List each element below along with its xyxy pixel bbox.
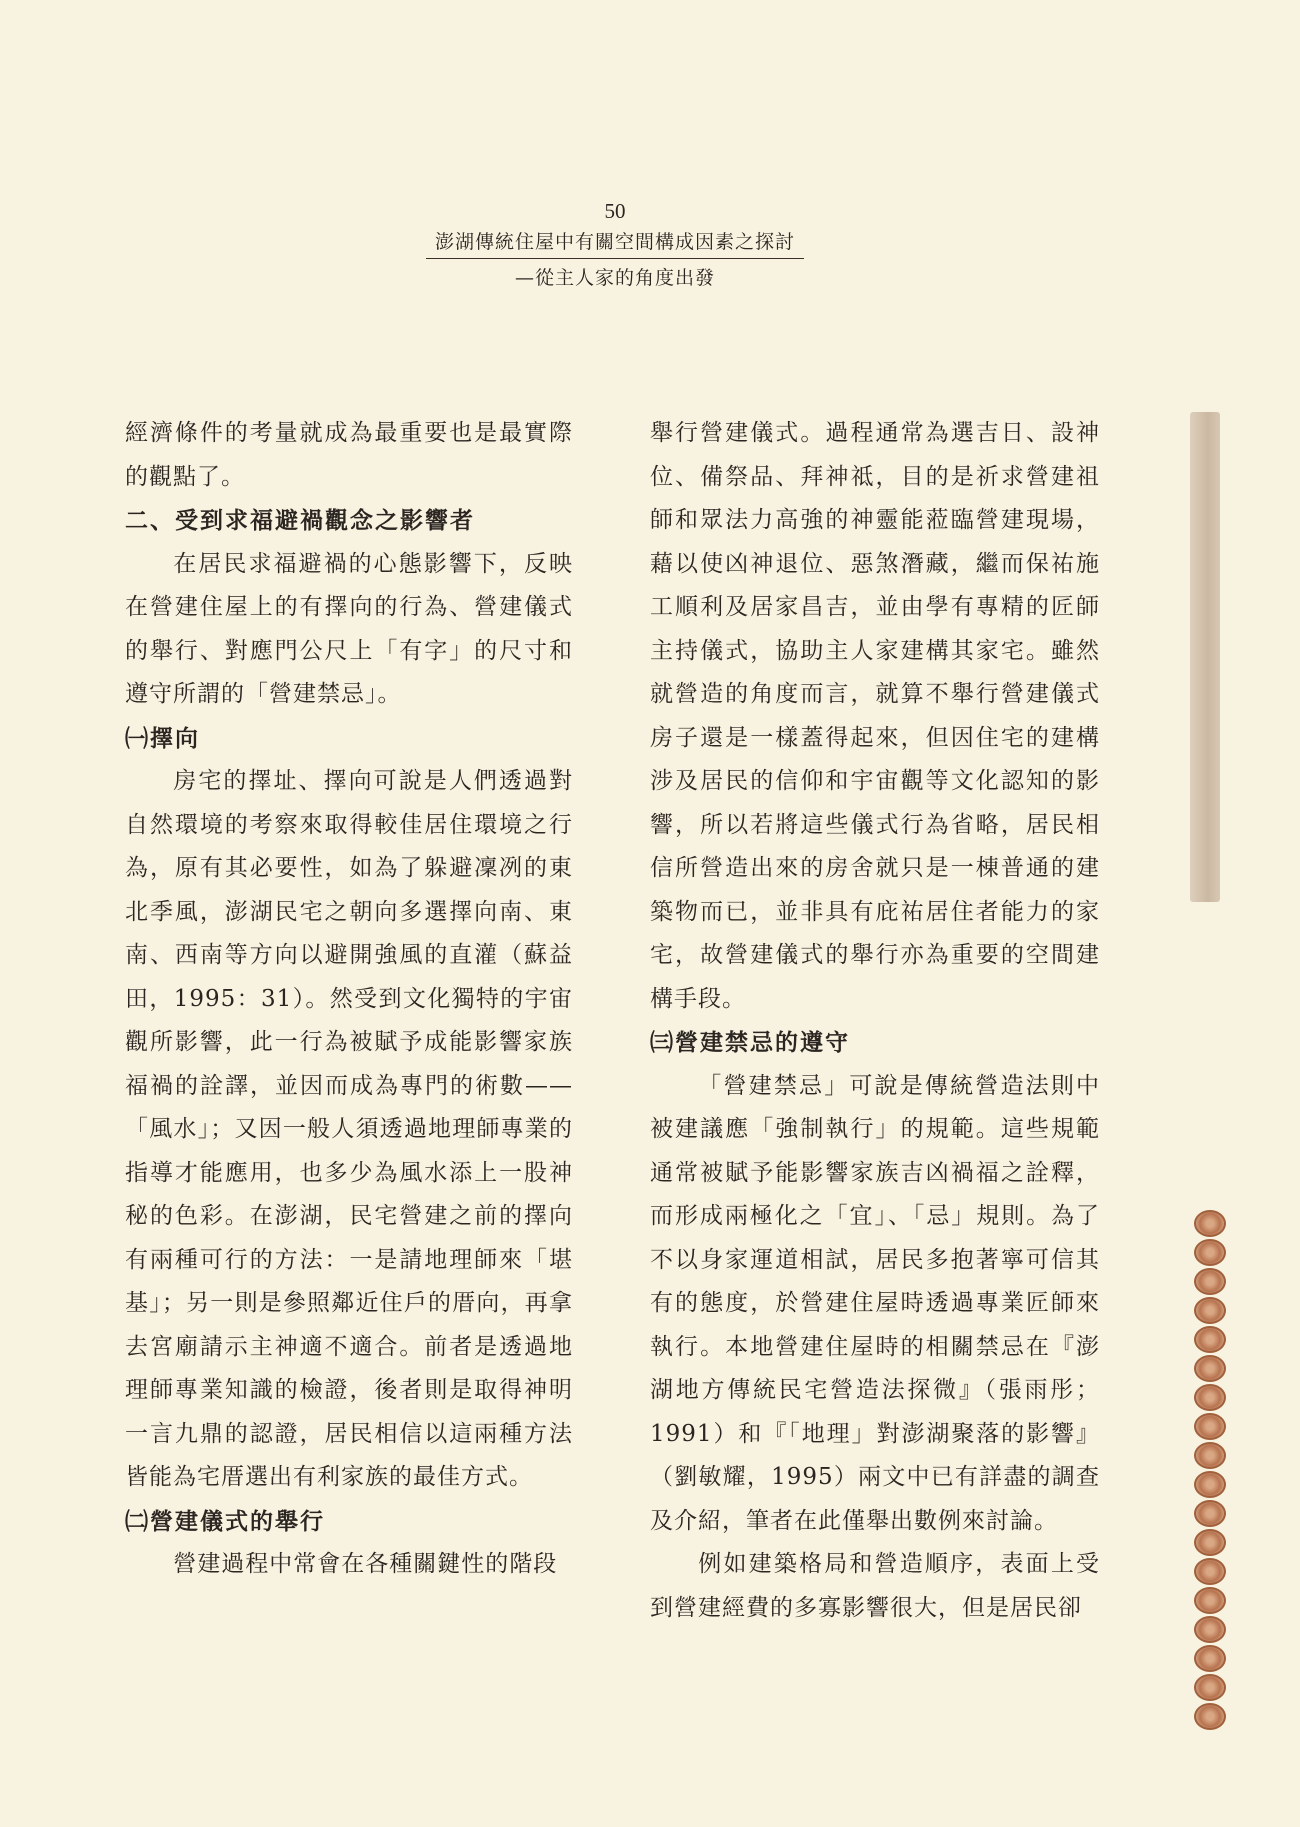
page-number: 50 <box>604 199 626 223</box>
page-edge-tab <box>1190 412 1220 902</box>
running-title: 澎湖傳統住屋中有關空間構成因素之探討 <box>434 231 795 253</box>
section-heading: ㈢營建禁忌的遵守 <box>650 1029 850 1056</box>
seal-ornament <box>1194 1558 1226 1585</box>
seal-ornament <box>1194 1297 1226 1324</box>
body-paragraph: 房宅的擇址、擇向可說是人們透過對自然環境的考察來取得較佳居住環境之行為，原有其必要性，如為了躲避凜冽的東北季風，澎湖民宅之朝向多選擇向南、東南、西南等方向以避開強風的直灌（蘇益田，1995：31）。然受到文化獨特的宇宙觀所影響，此一行為被賦予成能影響家族福禍的詮譯，並因而成為專門的術數——「風水」；又因一般人須透過地理師專業的指導才能應用，也多少為風水添上一股神秘的色彩。在澎湖，民宅營建之前的擇向有兩種可行的方法：一是請地理師來「堪基」；另一則是參照鄰近住戶的厝向，再拿去宮廟請示主神適不適合。前者是透過地理師專業知識的檢證，後者則是取得神明一言九鼎的認證，居民相信以這兩種方法皆能為宅厝選出有利家族的最佳方式。 <box>125 768 573 1490</box>
seal-ornament <box>1194 1703 1226 1730</box>
right-column <box>650 412 1100 1630</box>
seal-ornament <box>1194 1384 1226 1411</box>
body-paragraph: 「營建禁忌」可說是傳統營造法則中被建議應「強制執行」的規範。這些規範通常被賦予能影響家族吉凶禍福之詮釋，而形成兩極化之「宜」、「忌」規則。為了不以身家運道相試，居民多抱著寧可信其有的態度，於營建住屋時透過專業匠師來執行。本地營建住屋時的相關禁忌在『澎湖地方傳統民宅營造法探微』（張雨彤；1991）和『「地理」對澎湖聚落的影響』（劉敏耀，1995）兩文中已有詳盡的調查及介紹，筆者在此僅舉出數例來討論。 <box>650 1072 1100 1534</box>
seal-ornament <box>1194 1442 1226 1469</box>
running-subtitle: —從主人家的角度出發 <box>514 267 715 289</box>
seal-ornament <box>1194 1471 1226 1498</box>
seal-ornament <box>1194 1616 1226 1643</box>
left-column <box>125 412 573 1587</box>
seal-ornament <box>1194 1355 1226 1382</box>
body-paragraph: 經濟條件的考量就成為最重要也是最實際的觀點了。 <box>125 420 573 490</box>
section-heading: 二、受到求福避禍觀念之影響者 <box>125 507 475 534</box>
seal-ornament <box>1194 1268 1226 1295</box>
body-paragraph: 在居民求福避禍的心態影響下，反映在營建住屋上的有擇向的行為、營建儀式的舉行、對應門公尺上「有字」的尺寸和遵守所謂的「營建禁忌」。 <box>125 550 573 707</box>
seal-ornament <box>1194 1326 1226 1353</box>
body-paragraph: 舉行營建儀式。過程通常為選吉日、設神位、備祭品、拜神祗，目的是祈求營建祖師和眾法力高強的神靈能蒞臨營建現場，藉以使凶神退位、惡煞潛藏，繼而保祐施工順利及居家昌吉，並由學有專精的匠師主持儀式，協助主人家建構其家宅。雖然就營造的角度而言，就算不舉行營建儀式房子還是一樣蓋得起來，但因住宅的建構涉及居民的信仰和宇宙觀等文化認知的影響，所以若將這些儀式行為省略，居民相信所營造出來的房舍就只是一棟普通的建築物而已，並非具有庇祐居住者能力的家宅，故營建儀式的舉行亦為重要的空間建構手段。 <box>650 420 1100 1012</box>
header-rule <box>426 258 804 259</box>
seal-ornament <box>1194 1529 1226 1556</box>
seal-ornament <box>1194 1500 1226 1527</box>
seal-ornament <box>1194 1210 1226 1237</box>
seal-ornament <box>1194 1645 1226 1672</box>
seal-ornament <box>1194 1674 1226 1701</box>
body-paragraph: 營建過程中常會在各種關鍵性的階段 <box>173 1551 558 1577</box>
seal-ornament <box>1194 1587 1226 1614</box>
seal-ornament-stack <box>1190 1210 1230 1732</box>
seal-ornament <box>1194 1413 1226 1440</box>
section-heading: ㈠擇向 <box>125 724 200 752</box>
page-header <box>0 198 1230 291</box>
body-paragraph: 例如建築格局和營造順序，表面上受到營建經費的多寡影響很大，但是居民卻 <box>650 1551 1100 1621</box>
section-heading: ㈡營建儀式的舉行 <box>125 1507 325 1535</box>
seal-ornament <box>1194 1239 1226 1266</box>
